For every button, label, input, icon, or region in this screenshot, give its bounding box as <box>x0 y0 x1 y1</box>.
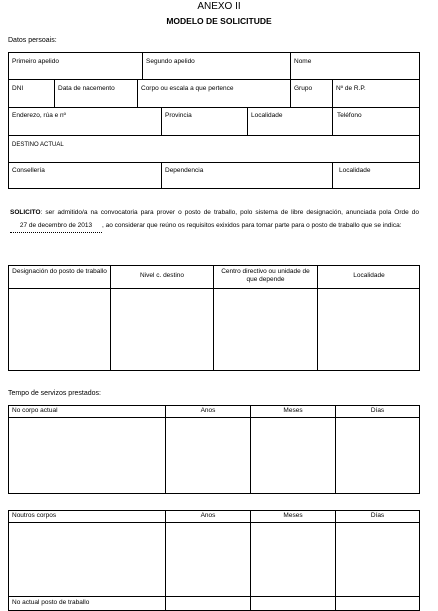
service-time-label: Tempo de servizos prestados: <box>8 390 101 397</box>
service-header-anos-2: Anos <box>200 512 216 519</box>
service-row-actual-posto: No actual posto de traballo <box>12 599 90 606</box>
personal-data-table <box>8 52 420 189</box>
service-header-corpo-actual: No corpo actual <box>12 407 58 414</box>
service-header-meses-2: Meses <box>283 512 303 519</box>
form-title: MODELO DE SOLICITUDE <box>166 16 272 26</box>
post-header-designacion: Designación do posto de traballo <box>12 268 107 275</box>
service-header-noutros-corpos: Noutros corpos <box>12 512 57 519</box>
field-destino-actual: DESTINO ACTUAL <box>12 142 64 148</box>
field-nome: Nome <box>294 58 312 65</box>
field-data-nacemento: Data de nacemento <box>58 85 115 92</box>
field-provincia: Provincia <box>165 112 192 119</box>
field-dependencia: Dependencia <box>165 167 204 174</box>
field-segundo-apelido: Segundo apelido <box>146 58 195 65</box>
post-header-localidade: Localidade <box>353 272 385 279</box>
service-table-other <box>8 510 420 611</box>
field-num-rp: Nº de R.P. <box>336 85 366 92</box>
field-telefono: Teléfono <box>337 112 362 119</box>
personal-data-label: Datos persoais: <box>8 37 57 44</box>
field-localidade: Localidade <box>251 112 283 119</box>
service-header-dias-2: Días <box>370 512 385 519</box>
service-header-anos: Anos <box>200 407 216 414</box>
order-date-field: 27 de decembro de 2013 <box>10 219 102 233</box>
solicito-label: SOLICITO <box>10 209 41 216</box>
service-header-dias: Días <box>370 407 385 414</box>
post-header-nivel: Nivel c. destino <box>139 272 185 279</box>
solicito-text-before: : ser admitido/a na convocatoria para prover o posto de traballo, polo sistema de libre designación, anunciada pola Orde do <box>40 209 419 216</box>
field-dni: DNI <box>12 85 24 92</box>
service-table-current <box>8 405 420 494</box>
solicito-text-after: , ao considerar que reúno os requisitos exixidos para tomar parte para o posto de traballo que se indica: <box>102 222 402 229</box>
field-corpo-escala: Corpo ou escala a que pertence <box>141 85 234 92</box>
service-header-meses: Meses <box>283 407 303 414</box>
field-primeiro-apelido: Primeiro apelido <box>12 58 59 65</box>
annex-title: ANEXO II <box>197 1 241 12</box>
field-enderezo: Enderezo, rúa e nº <box>12 112 67 119</box>
post-table <box>8 265 420 371</box>
field-localidade-destino: Localidade <box>339 167 371 174</box>
field-grupo: Grupo <box>294 85 313 92</box>
field-conselleria: Consellería <box>12 167 45 174</box>
solicito-paragraph <box>10 206 419 233</box>
post-header-centro: Centro directivo ou unidade de que depende <box>221 268 310 283</box>
